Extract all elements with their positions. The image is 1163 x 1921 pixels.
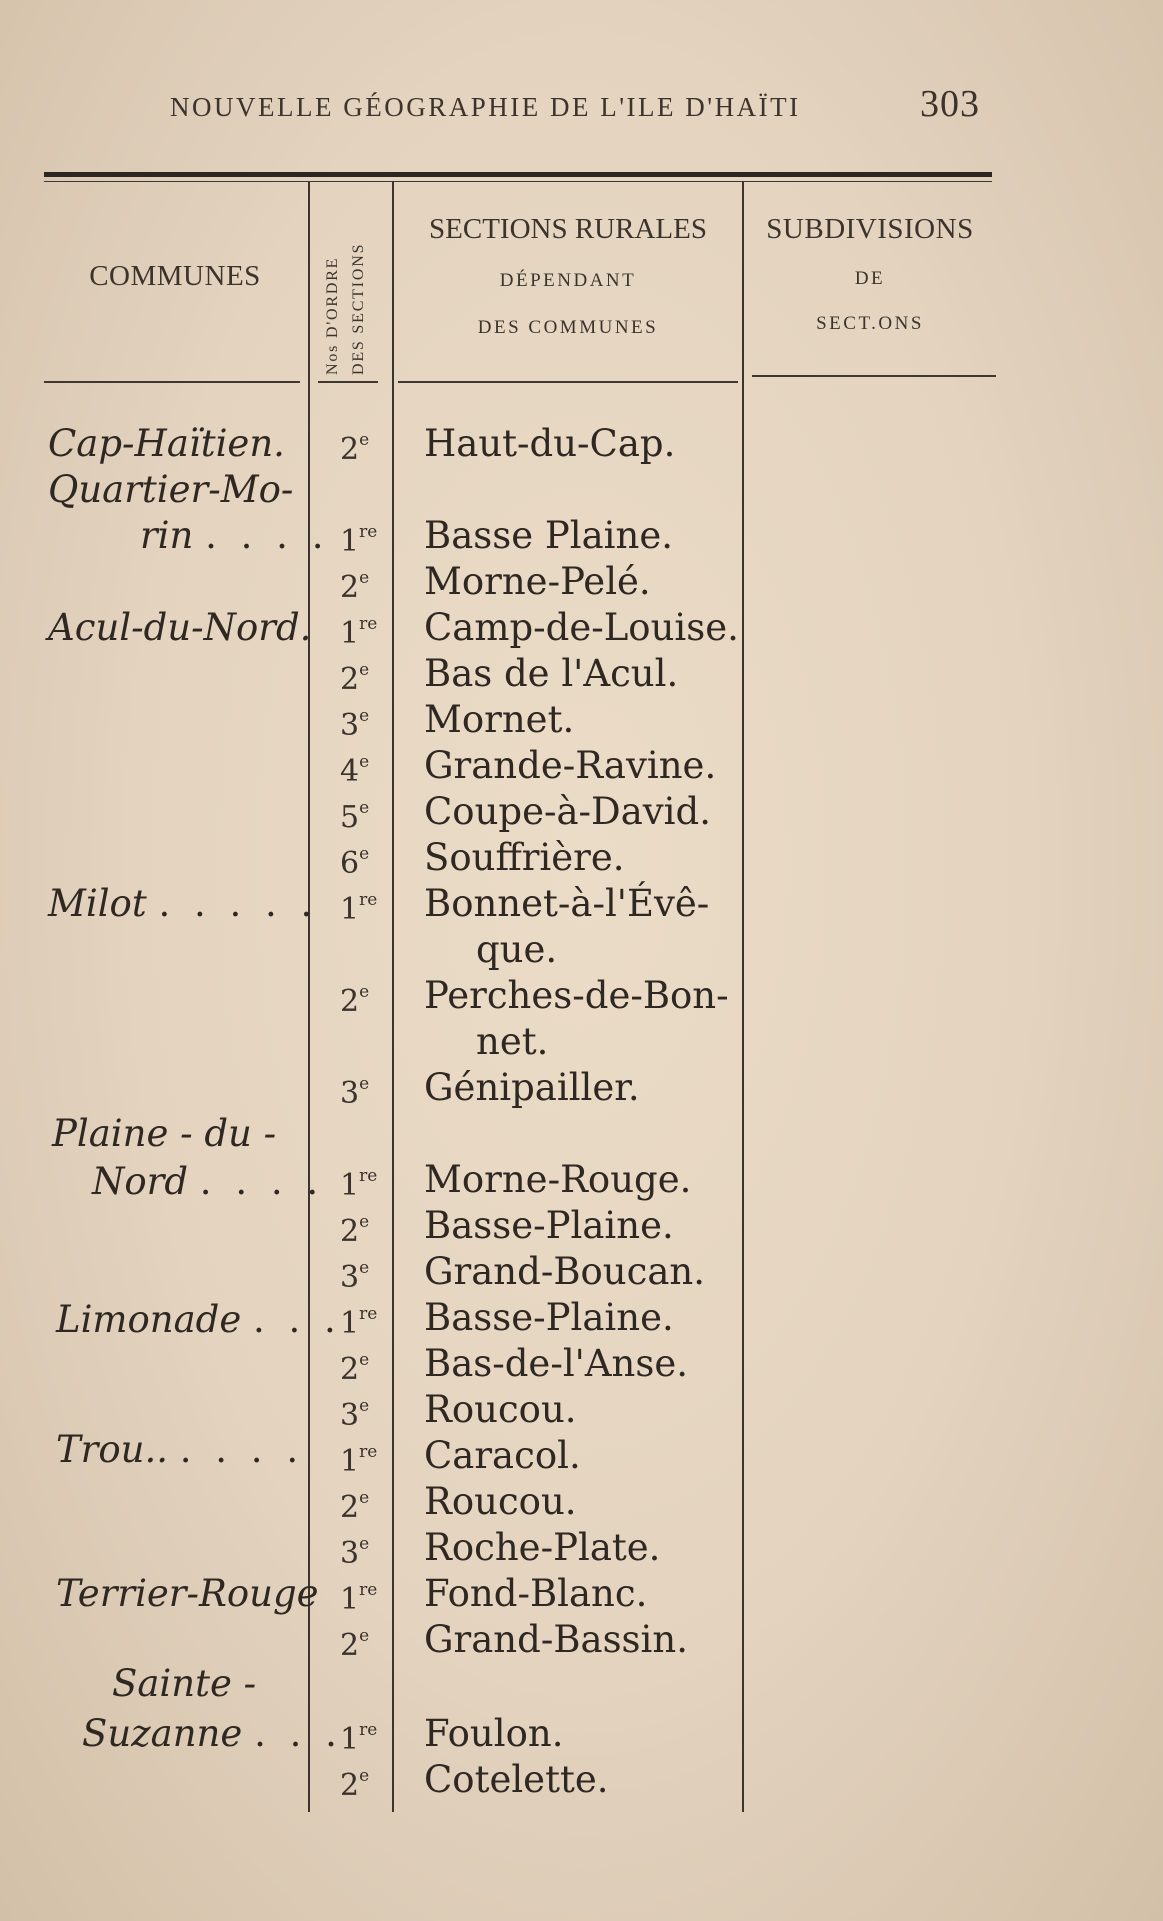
- page-number: 303: [920, 83, 980, 125]
- rural-section: Grande-Ravine.: [424, 744, 717, 787]
- rural-section: Mornet.: [424, 698, 575, 741]
- commune-quartier-morin-l2: rin . . . .: [140, 514, 330, 557]
- section-number: 1re: [340, 1580, 378, 1617]
- commune-plaine-du-nord-l1: Plaine - du -: [52, 1112, 277, 1155]
- section-number: 2e: [340, 1212, 370, 1249]
- rural-section: Bas de l'Acul.: [424, 652, 679, 695]
- commune-limonade: Limonade . . .: [56, 1298, 342, 1341]
- rural-section: Foulon.: [424, 1712, 564, 1755]
- rural-section: Souffrière.: [424, 836, 625, 879]
- commune-sainte-suzanne-l1: Sainte -: [112, 1662, 257, 1705]
- header-order-numbers: [318, 190, 376, 380]
- rural-section: Perches-de-Bon-: [424, 974, 729, 1017]
- header-communes: COMMUNES: [89, 260, 261, 292]
- rural-section: Morne-Pelé.: [424, 560, 651, 603]
- leader-dots: . . . .: [199, 1160, 325, 1203]
- section-number: 5e: [340, 798, 370, 835]
- top-rule-thick: [44, 172, 992, 177]
- commune-quartier-morin-l1: Quartier-Mo-: [48, 468, 294, 511]
- section-number: 4e: [340, 752, 370, 789]
- section-number: 2e: [340, 568, 370, 605]
- section-number: 3e: [340, 706, 370, 743]
- rural-section: Roucou.: [424, 1480, 577, 1523]
- rural-section: Roche-Plate.: [424, 1526, 661, 1569]
- header-subdivisions-sub1: DE: [854, 268, 886, 289]
- commune-acul-du-nord: Acul-du-Nord.: [48, 606, 312, 649]
- commune-sainte-suzanne-l2: Suzanne . . .: [82, 1712, 343, 1755]
- header-rule-sections: [398, 381, 738, 383]
- commune-plaine-du-nord-l2: Nord . . . .: [92, 1160, 325, 1203]
- header-sections-title: SECTIONS RURALES: [429, 213, 707, 245]
- section-number: 1re: [340, 1720, 378, 1757]
- rural-section: Fond-Blanc.: [424, 1572, 648, 1615]
- rural-section: Roucou.: [424, 1388, 577, 1431]
- commune-milot: Milot . . . . .: [48, 882, 319, 925]
- header-order-line1: Nos D'ORDRE: [324, 256, 341, 375]
- section-number: 2e: [340, 1626, 370, 1663]
- column-divider-1: [308, 182, 310, 1812]
- running-head: NOUVELLE GÉOGRAPHIE DE L'ILE D'HAÏTI: [170, 92, 801, 122]
- section-number: 3e: [340, 1258, 370, 1295]
- rural-section: Bas-de-l'Anse.: [424, 1342, 689, 1385]
- header-sections-sub1: DÉPENDANT: [499, 270, 637, 291]
- top-rule-thin: [44, 181, 992, 182]
- commune-terrier-rouge: Terrier-Rouge: [56, 1572, 319, 1615]
- leader-dots: . . . .: [179, 1428, 305, 1471]
- section-number: 1re: [340, 614, 378, 651]
- rural-section: Bonnet-à-l'Évê-: [424, 882, 710, 925]
- section-number: 1re: [340, 522, 378, 559]
- header-rule-subdivisions: [752, 375, 996, 377]
- section-number: 1re: [340, 1442, 378, 1479]
- header-rule-order: [318, 381, 378, 383]
- rural-section: net.: [476, 1020, 549, 1063]
- commune-trou: Trou.. . . . .: [56, 1428, 305, 1471]
- header-sections-sub2: DES COMMUNES: [477, 317, 659, 338]
- leader-dots: . . . .: [205, 514, 330, 557]
- rural-section: Haut-du-Cap.: [424, 422, 676, 465]
- section-number: 1re: [340, 1304, 378, 1341]
- header-order-line2: DES SECTIONS: [350, 242, 367, 375]
- section-number: 3e: [340, 1396, 370, 1433]
- rural-section: Camp-de-Louise.: [424, 606, 739, 649]
- rural-section: Basse-Plaine.: [424, 1204, 674, 1247]
- section-number: 2e: [340, 1766, 370, 1803]
- rural-section: Morne-Rouge.: [424, 1158, 692, 1201]
- rural-section: Grand-Bassin.: [424, 1618, 688, 1661]
- section-number: 2e: [340, 1350, 370, 1387]
- section-number: 2e: [340, 1488, 370, 1525]
- leader-dots: . . . . .: [158, 882, 319, 925]
- rural-section: Basse-Plaine.: [424, 1296, 674, 1339]
- header-rule-communes: [44, 381, 300, 383]
- column-divider-2: [392, 182, 394, 1812]
- section-number: 2e: [340, 430, 370, 467]
- section-number: 2e: [340, 982, 370, 1019]
- rural-section: Génipailler.: [424, 1066, 640, 1109]
- section-number: 3e: [340, 1534, 370, 1571]
- rural-section: que.: [476, 928, 558, 971]
- section-number: 1re: [340, 1166, 378, 1203]
- section-number: 6e: [340, 844, 370, 881]
- rural-section: Cotelette.: [424, 1758, 609, 1801]
- header-subdivisions-title: SUBDIVISIONS: [766, 213, 974, 245]
- commune-cap-haitien: Cap-Haïtien.: [48, 422, 285, 465]
- leader-dots: . . .: [253, 1298, 342, 1341]
- rural-section: Caracol.: [424, 1434, 581, 1477]
- section-number: 1re: [340, 890, 378, 927]
- section-number: 2e: [340, 660, 370, 697]
- leader-dots: . . .: [254, 1712, 343, 1755]
- rural-section: Grand-Boucan.: [424, 1250, 705, 1293]
- rural-section: Coupe-à-David.: [424, 790, 711, 833]
- column-divider-3: [742, 182, 744, 1812]
- header-subdivisions-sub2: SECT.ONS: [816, 313, 924, 334]
- section-number: 3e: [340, 1074, 370, 1111]
- rural-section: Basse Plaine.: [424, 514, 673, 557]
